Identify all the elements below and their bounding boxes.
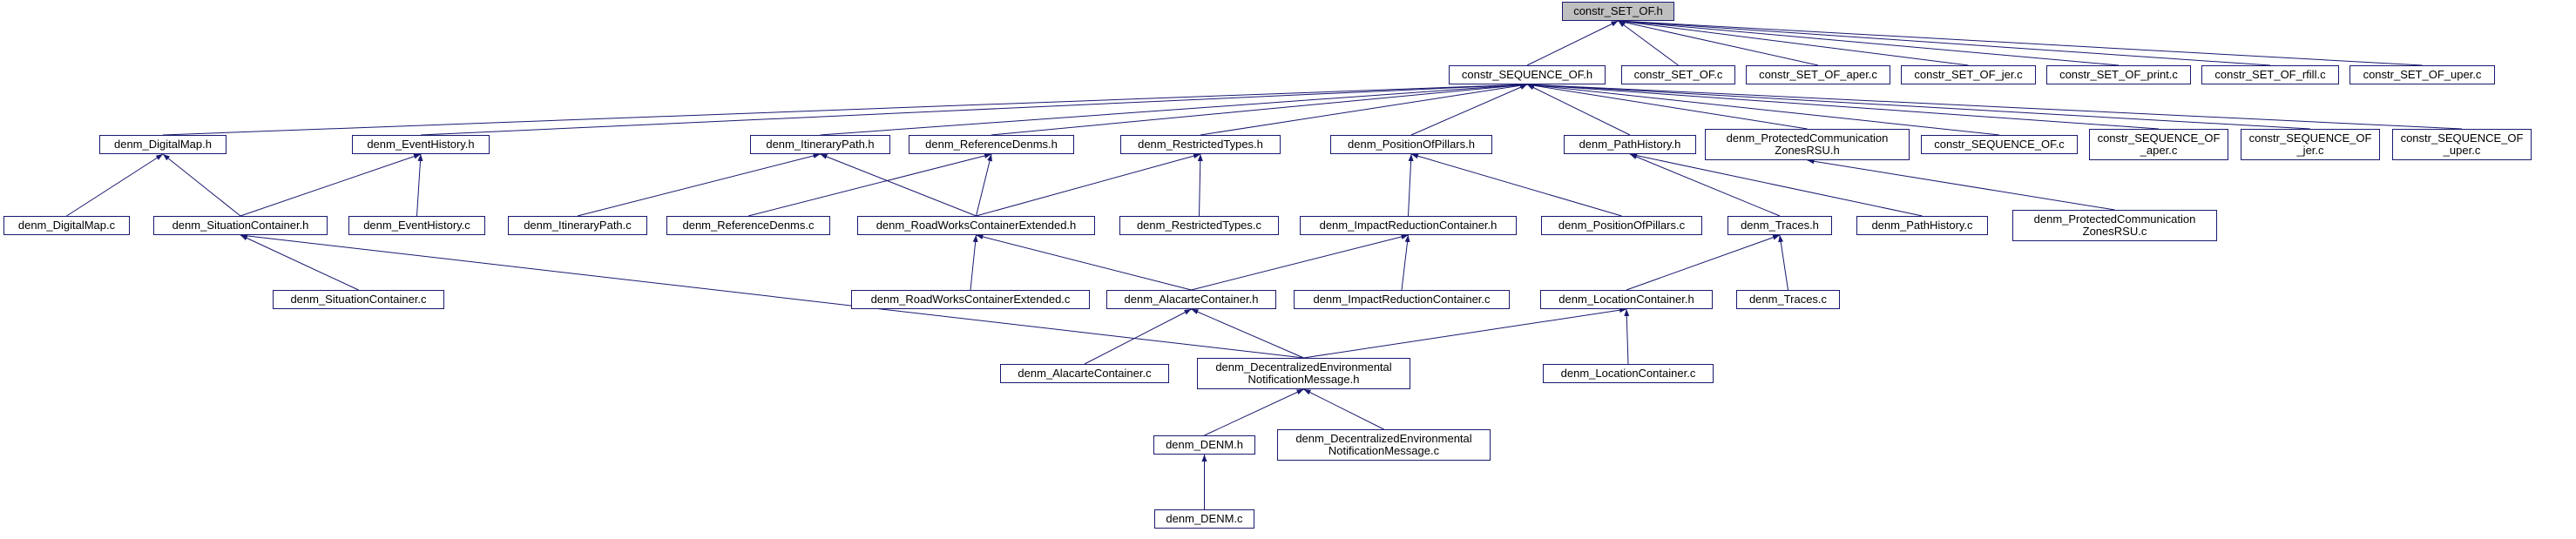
graph-node[interactable]: constr_SET_OF_jer.c (1901, 65, 2036, 84)
graph-node[interactable]: denm_DigitalMap.c (3, 216, 130, 235)
graph-edge (1619, 21, 1819, 65)
graph-edge (1619, 21, 1679, 65)
graph-node[interactable]: constr_SEQUENCE_OF.h (1449, 65, 1606, 84)
graph-edge (1402, 235, 1409, 290)
graph-node[interactable]: denm_LocationContainer.h (1540, 290, 1713, 309)
graph-node[interactable]: denm_ProtectedCommunication ZonesRSU.c (2012, 210, 2217, 241)
graph-node[interactable]: denm_LocationContainer.c (1543, 364, 1714, 383)
graph-edge (1780, 235, 1788, 290)
graph-edge (1630, 154, 1923, 216)
graph-node[interactable]: denm_RestrictedTypes.c (1119, 216, 1279, 235)
graph-edge (1527, 84, 2310, 129)
graph-edge (163, 154, 240, 216)
graph-node[interactable]: denm_PathHistory.h (1564, 135, 1696, 154)
graph-node[interactable]: constr_SET_OF.c (1621, 65, 1735, 84)
graph-node[interactable]: constr_SET_OF.h (1562, 2, 1674, 21)
graph-edge (67, 154, 164, 216)
graph-edge (1527, 84, 2462, 129)
graph-node[interactable]: denm_RoadWorksContainerExtended.h (857, 216, 1095, 235)
graph-edge (1619, 21, 2271, 65)
graph-edge (977, 154, 992, 216)
graph-node[interactable]: denm_ItineraryPath.c (508, 216, 647, 235)
graph-node[interactable]: denm_DecentralizedEnvironmental NotificationMessage.c (1277, 429, 1491, 461)
graph-node[interactable]: denm_RoadWorksContainerExtended.c (851, 290, 1090, 309)
graph-node[interactable]: denm_PositionOfPillars.h (1330, 135, 1492, 154)
graph-edge (1619, 21, 2423, 65)
graph-node[interactable]: denm_DENM.c (1154, 509, 1254, 529)
graph-edge (1808, 160, 2115, 210)
graph-edge (977, 235, 1192, 290)
graph-node[interactable]: denm_ReferenceDenms.c (666, 216, 830, 235)
graph-node[interactable]: denm_SituationContainer.h (153, 216, 328, 235)
graph-edge (1527, 21, 1619, 65)
graph-edge (1411, 154, 1622, 216)
graph-node[interactable]: denm_EventHistory.c (348, 216, 485, 235)
graph-node[interactable]: denm_AlacarteContainer.c (1000, 364, 1169, 383)
graph-edge (1527, 84, 1999, 135)
graph-node[interactable]: denm_ReferenceDenms.h (909, 135, 1074, 154)
graph-edge (1304, 389, 1384, 429)
graph-edge (240, 235, 359, 290)
graph-node[interactable]: denm_RestrictedTypes.h (1120, 135, 1281, 154)
graph-edge (578, 154, 821, 216)
graph-edge (1626, 309, 1628, 364)
graph-node[interactable]: constr_SEQUENCE_OF.c (1921, 135, 2078, 154)
graph-edge (991, 84, 1527, 135)
graph-edge (1409, 154, 1412, 216)
graph-node[interactable]: denm_SituationContainer.c (273, 290, 444, 309)
graph-edge (1527, 84, 1808, 129)
graph-edge (1619, 21, 2120, 65)
graph-edge (417, 154, 422, 216)
graph-node[interactable]: denm_ItineraryPath.h (750, 135, 890, 154)
graph-node[interactable]: constr_SEQUENCE_OF _jer.c (2241, 129, 2380, 160)
graph-edge (1527, 84, 1630, 135)
graph-node[interactable]: denm_EventHistory.h (352, 135, 490, 154)
graph-edge (1527, 84, 2159, 129)
graph-node[interactable]: constr_SET_OF_rfill.c (2201, 65, 2339, 84)
graph-edge (163, 84, 1527, 135)
graph-edge (1200, 84, 1527, 135)
graph-edge (1085, 309, 1192, 364)
graph-edge (1626, 235, 1780, 290)
graph-node[interactable]: denm_Traces.c (1736, 290, 1840, 309)
graph-edge (240, 154, 421, 216)
graph-edge (970, 235, 977, 290)
graph-node[interactable]: denm_PathHistory.c (1856, 216, 1988, 235)
graph-node[interactable]: denm_DENM.h (1153, 435, 1255, 455)
graph-node[interactable]: denm_PositionOfPillars.c (1541, 216, 1702, 235)
graph-edge (821, 84, 1528, 135)
graph-node[interactable]: denm_ImpactReductionContainer.c (1294, 290, 1510, 309)
graph-node[interactable]: denm_Traces.h (1727, 216, 1832, 235)
graph-node[interactable]: denm_AlacarteContainer.h (1106, 290, 1276, 309)
graph-node[interactable]: denm_DigitalMap.h (99, 135, 226, 154)
graph-edge (821, 154, 977, 216)
graph-edge (1192, 235, 1409, 290)
graph-edge (1619, 21, 1969, 65)
graph-edge (1411, 84, 1527, 135)
graph-edge (977, 154, 1201, 216)
graph-node[interactable]: denm_ProtectedCommunication ZonesRSU.h (1705, 129, 1910, 160)
graph-edge (748, 154, 991, 216)
graph-node[interactable]: denm_DecentralizedEnvironmental NotificationMessage.h (1197, 358, 1410, 389)
graph-node[interactable]: constr_SEQUENCE_OF _uper.c (2392, 129, 2532, 160)
graph-edge (1304, 309, 1627, 358)
graph-node[interactable]: constr_SET_OF_aper.c (1746, 65, 1890, 84)
graph-edge (421, 84, 1527, 135)
graph-node[interactable]: denm_ImpactReductionContainer.h (1300, 216, 1517, 235)
graph-node[interactable]: constr_SEQUENCE_OF _aper.c (2089, 129, 2228, 160)
graph-node[interactable]: constr_SET_OF_uper.c (2350, 65, 2495, 84)
graph-node[interactable]: constr_SET_OF_print.c (2046, 65, 2191, 84)
graph-edge (1192, 309, 1304, 358)
graph-edge (1200, 154, 1201, 216)
graph-edge (1630, 154, 1780, 216)
